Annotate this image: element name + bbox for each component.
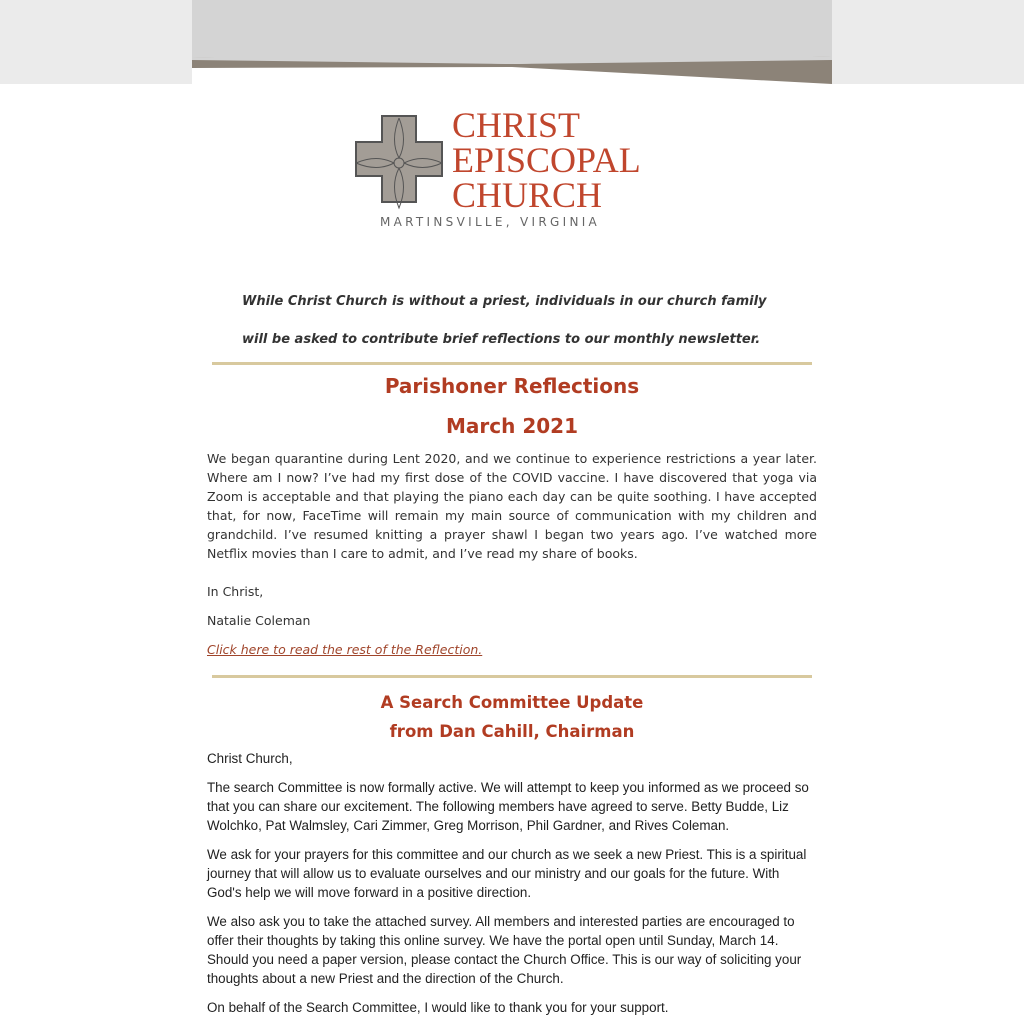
logo-line3: CHURCH [452, 175, 603, 212]
reflection-title: Parishoner Reflections [384, 374, 640, 398]
reflection-date: March 2021 [446, 414, 578, 438]
header-banner [192, 0, 832, 84]
logo-location: MARTINSVILLE, VIRGINIA [380, 215, 601, 229]
logo-line2: EPISCOPAL [452, 140, 641, 180]
cross-logo-icon [350, 106, 680, 212]
search-paragraph: Christ Church, [207, 751, 293, 766]
divider [212, 675, 812, 678]
search-paragraph: The search Committee is now formally active. We will attempt to keep you informed as we proceed so that you can share our excitement. The following members have agreed to serve. Betty Budde, Liz Wolchko, Pat Walmsley, Cari Zimmer, Greg Morrison, Phil Gardner, and Rives Coleman. [207, 780, 809, 833]
search-title: A Search Committee Update [380, 693, 644, 712]
read-more-link[interactable]: Click here to read the rest of the Reflection. [207, 642, 483, 657]
search-paragraph: We also ask you to take the attached survey. All members and interested parties are encouraged to offer their thoughts by taking this online survey. We have the portal open until Sunday, March 14. Should you need a paper version, please contact the Church Office. This is our way of soliciting your thoughts about a new Priest and the direction of the Church. [207, 914, 802, 986]
divider [212, 362, 812, 365]
search-paragraph: We ask for your prayers for this committee and our church as we seek a new Priest. This is a spiritual journey that will allow us to evaluate ourselves and our ministry and our goals for the future. With God's help we will move forward in a positive direction. [207, 847, 807, 900]
newsletter [192, 0, 832, 1027]
reflection-author: Natalie Coleman [207, 613, 311, 628]
intro-text: While Christ Church is without a priest, individuals in our church family will be asked to contribute brief reflections to our monthly newsletter. [242, 294, 767, 347]
search-subtitle: from Dan Cahill, Chairman [389, 722, 635, 741]
search-paragraph: On behalf of the Search Committee, I would like to thank you for your support. [207, 1000, 669, 1015]
reflection-body: We began quarantine during Lent 2020, and we continue to experience restrictions a year later. Where am I now? I’ve had my first dose of the COVID vaccine. I have discovered that yoga via Zoom is acceptable and that playing the piano each day can be quite soothing. I have accepted that, for now, FaceTime will remain my main source of communication with my children and grandchild. I’ve resumed knitting a prayer shawl I began two years ago. I’ve watched more Netflix movies than I care to admit, and I’ve read my share of books. [207, 451, 817, 561]
church-logo [192, 84, 832, 254]
reflection-closing: In Christ, [207, 584, 264, 599]
logo-line1: CHRIST [452, 106, 581, 145]
